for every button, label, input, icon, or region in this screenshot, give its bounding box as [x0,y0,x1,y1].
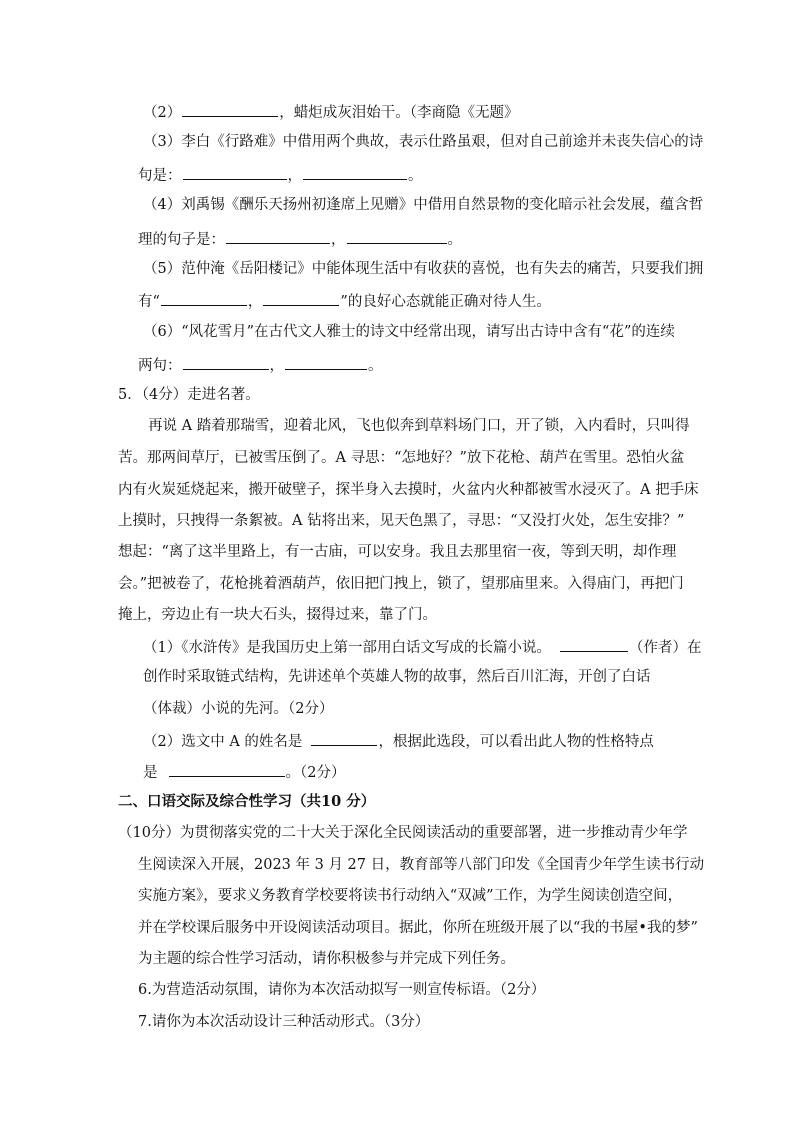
item-text: 刘禹锡《酬乐天扬州初逢席上见赠》中借用自然景物的变化暗示社会发展，蕴含哲 [181,197,704,213]
passage-line: 再说 A 踏着那瑞雪，迎着北风，飞也似奔到草料场门口，开了锁，入内看时，只叫得 [148,418,690,434]
item-text: “风花雪月”在古代文人雅士的诗文中经常出现，请写出古诗中含有“花”的连续 [181,324,675,340]
q4-item6-line1 [143,322,675,342]
q4-item5-line1 [143,259,703,279]
answer-blank[interactable] [182,101,278,117]
item-text: 。（2分） [285,765,346,781]
item-text: 《水浒传》是我国历史上第一部用白话文写成的长篇小说。 [181,640,551,656]
item-text: 李白《行路难》中借用两个典故，表示仕路虽艰，但对自己前途并未丧失信心的诗 [181,134,704,150]
answer-blank[interactable] [347,228,447,244]
item-lead: 句是： [138,168,182,184]
punctuation: ， [247,294,263,310]
question-7: 7.请你为本次活动设计三种活动形式。（3分） [138,1014,430,1030]
q5-sub1-line2: 创作时采取链式结构，先讲述单个英雄人物的故事，然后百川汇海，开创了白话 [143,669,651,685]
punctuation: ， [331,232,346,248]
passage-line: 内有火炭延烧起来，搬开破壁子，探半身入去摸时，火盆内火种都被雪水浸灭了。A 把手床 [118,482,699,498]
answer-blank[interactable] [183,354,269,370]
answer-blank[interactable] [169,761,285,777]
q4-item3-line1 [143,132,703,152]
section-heading: 二、口语交际及综合性学习（共10 分） [118,793,376,810]
q5-sub2-line1 [143,730,654,750]
answer-blank[interactable] [161,290,247,306]
item-number: （1） [143,640,182,656]
item-lead: 是 [143,765,158,781]
answer-blank[interactable] [183,164,287,180]
item-number: （3） [143,134,182,150]
q5-sub2-line2 [143,761,345,781]
item-number: （4） [143,197,182,213]
q4-item2 [143,101,518,121]
item-text: ，根据此选段，可以看出此人物的性格特点 [378,734,654,750]
intro-line: 并在学校课后服务中开设阅读活动项目。据此，你所在班级开展了以“我的书屋•我的梦” [138,920,698,936]
punctuation: 。 [447,232,462,248]
intro-line: 为主题的综合性学习活动，请你积极参与并完成下列任务。 [138,951,515,967]
answer-blank[interactable] [285,354,367,370]
item-number: （6） [143,324,182,340]
punctuation: ， [287,168,302,184]
answer-blank[interactable] [303,164,407,180]
intro-line: 生阅读深入开展，2023 年 3 月 27 日，教育部等八部门印发《全国青少年学生读书行动 [138,857,705,873]
passage-line: 想起：“离了这半里路上，有一古庙，可以安身。我且去那里宿一夜，等到天明，却作理 [118,544,677,560]
item-text: ”的良好心态就能正确对待人生。 [340,294,551,310]
item-number: （5） [143,261,182,277]
item-lead: 有“ [138,294,160,310]
q4-item6-line2 [138,354,383,374]
intro-line: 实施方案》，要求义务教育学校要将读书行动纳入“双减”工作，为学生阅读创造空间， [138,888,683,904]
answer-blank[interactable] [560,636,628,652]
item-lead: 理的句子是： [138,232,225,248]
item-lead: 两句： [138,358,182,374]
passage-line: 苦。那两间草厅，已被雪压倒了。A 寻思：“怎地好？”放下花枪、葫芦在雪里。恐怕火盆 [118,450,685,466]
item-number: （2） [143,734,182,750]
passage-line: 上摸时，只拽得一条絮被。A 钻将出来，见天色黑了，寻思：“又没打火处，怎生安排？” [118,513,685,529]
punctuation: 。 [408,168,423,184]
question-6: 6.为营造活动氛围，请你为本次活动拟写一则宣传标语。（2分） [138,982,546,998]
punctuation: ， [269,358,284,374]
item-text: 范仲淹《岳阳楼记》中能体现生活中有收获的喜悦，也有失去的痛苦，只要我们拥 [181,261,704,277]
item-text: （作者）在 [628,640,702,656]
answer-blank[interactable] [263,290,339,306]
punctuation: 。 [368,358,383,374]
answer-blank[interactable] [226,228,330,244]
q4-item3-line2 [138,164,423,184]
q5-heading: 5．（4分）走进名著。 [118,387,260,403]
item-text: ，蜡炬成灰泪始干。（李商隐《无题》 [279,105,519,121]
passage-line: 会。”把被卷了，花枪挑着酒葫芦，依旧把门拽上，锁了，望那庙里来。入得庙门，再把门 [118,576,684,592]
item-text: 选文中 A 的姓名是 [181,734,303,750]
q4-item4-line2 [138,228,462,248]
q5-sub1-line1 [143,636,701,656]
intro-line: （10分）为贯彻落实党的二十大关于深化全民阅读活动的重要部署，进一步推动青少年学 [118,825,688,841]
q5-sub1-line3: （体裁）小说的先河。（2分） [143,701,334,717]
q4-item4-line1 [143,195,703,215]
q4-item5-line2 [138,290,551,310]
answer-blank[interactable] [311,730,377,746]
item-number: （2） [143,105,182,121]
passage-line: 掩上，旁边止有一块大石头，掇得过来，靠了门。 [118,607,437,623]
